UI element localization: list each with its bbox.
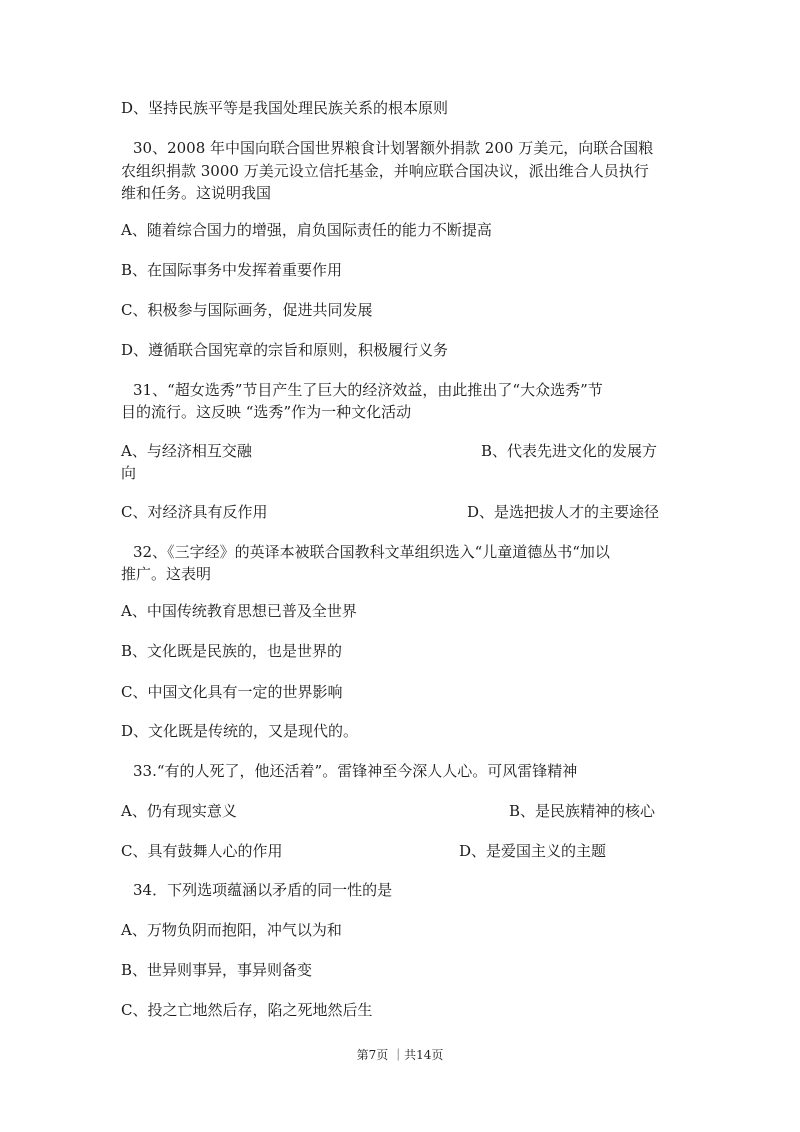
q34-option-b: B、世异则事异，事异则备变 (121, 961, 313, 979)
q31-option-b: B、代表先进文化的发展方 (481, 442, 658, 460)
q31-option-b-wrap: 向 (121, 464, 137, 482)
q33-option-d: D、是爱国主义的主题 (459, 842, 607, 860)
q30-stem-line1: 30、2008 年中国向联合国世界粮食计划署额外捐款 200 万美元，向联合国粮 (133, 139, 654, 157)
q32-stem-line1: 32、《三字经》的英译本被联合国教科文革组织选入“儿童道德丛书“加以 (133, 543, 610, 561)
q31-option-c: C、对经济具有反作用 (121, 503, 268, 521)
q33-option-b: B、是民族精神的核心 (509, 802, 656, 820)
q31-option-d: D、是选把拔人才的主要途径 (467, 503, 660, 521)
q34-option-c: C、投之亡地然后存，陷之死地然后生 (121, 1001, 373, 1019)
q33-stem-line1: 33.“有的人死了，他还活着”。雷锋神至今深人人心。可风雷锋精神 (133, 762, 578, 780)
q30-option-b: B、在国际事务中发挥着重要作用 (121, 261, 343, 279)
q33-option-c: C、具有鼓舞人心的作用 (121, 842, 283, 860)
q30-option-d: D、遵循联合国宪章的宗旨和原则，积极履行义务 (121, 341, 449, 359)
q32-option-b: B、文化既是民族的，也是世界的 (121, 642, 343, 660)
q30-stem-line3: 维和任务。这说明我国 (121, 184, 272, 202)
q30-option-c: C、积极参与国际画务，促进共同发展 (121, 301, 373, 319)
q33-option-a: A、仍有现实意义 (121, 802, 237, 820)
q30-option-a: A、随着综合国力的增强，肩负国际责任的能力不断提高 (121, 221, 492, 239)
q30-stem-line2: 农组织捐款 3000 万美元设立信托基金，并响应联合国决议，派出维合人员执行 (121, 162, 649, 180)
q32-stem-line2: 推广。这表明 (121, 565, 212, 583)
q31-stem-line1: 31、“超女选秀”节目产生了巨大的经济效益，由此推出了“大众选秀”节 (133, 381, 603, 399)
q31-stem-line2: 目的流行。这反映 “选秀”作为一种文化活动 (121, 403, 412, 421)
q34-option-a: A、万物负阴而抱阳，冲气以为和 (121, 921, 342, 939)
q29-option-d: D、坚持民族平等是我国处理民族关系的根本原则 (121, 99, 449, 117)
q32-option-a: A、中国传统教育思想已普及全世界 (121, 602, 357, 620)
q34-stem-line1: 34．下列选项蕴涵以矛盾的同一性的是 (133, 881, 393, 899)
q31-option-a: A、与经济相互交融 (121, 442, 252, 460)
page-footer: 第7页 ｜共14页 (356, 1048, 444, 1062)
q32-option-c: C、中国文化具有一定的世界影响 (121, 683, 343, 701)
q32-option-d: D、文化既是传统的，又是现代的。 (121, 722, 359, 740)
